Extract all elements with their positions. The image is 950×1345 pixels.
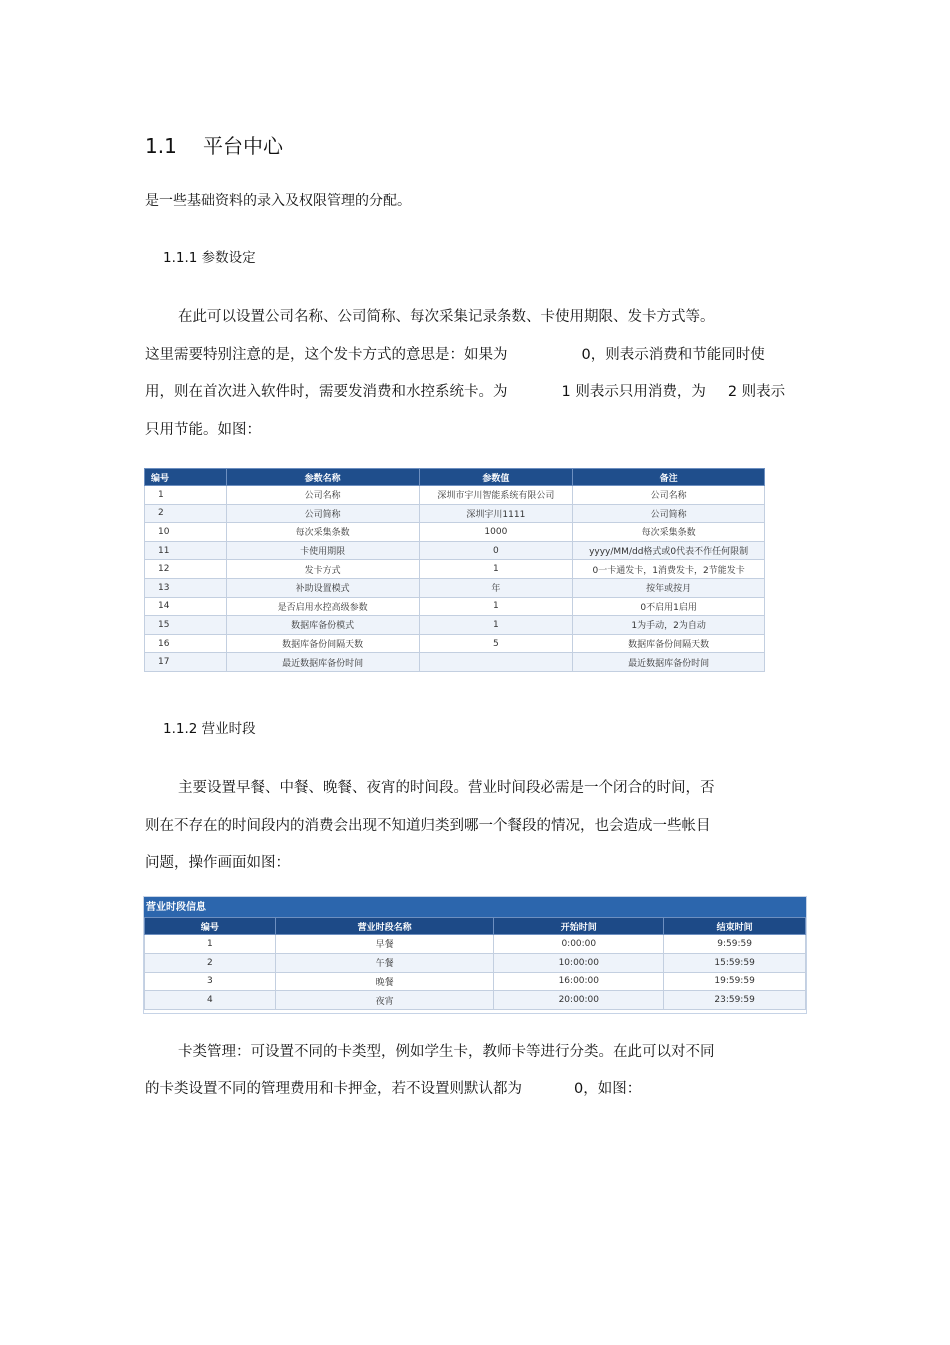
params-table: [144, 468, 765, 672]
params-paragraph-line-4: 只用节能。如图：: [145, 422, 261, 438]
params-table-header: [145, 469, 765, 486]
col-header-start-time: 开始时间: [494, 918, 664, 935]
panel-title: 营业时段信息: [144, 897, 806, 917]
business-hours-table: [144, 917, 806, 1010]
card-type-paragraph-line-1: 卡类管理：可设置不同的卡类型，例如学生卡，教师卡等进行分类。在此可以对不同: [178, 1044, 715, 1060]
hours-table-header: [145, 918, 806, 935]
table-row[interactable]: 11 卡使用期限 0 yyyy/MM/dd格式或0代表不作任何限制: [145, 541, 765, 560]
col-header-remark: 备注: [573, 469, 765, 486]
table-row[interactable]: 15 数据库备份模式 1 1为手动，2为自动: [145, 616, 765, 635]
hours-paragraph-line-3: 问题，操作画面如图：: [145, 855, 290, 871]
params-paragraph-line-3: 用，则在首次进入软件时，需要发消费和水控系统卡。为 1 则表示只用消费，为 2 则表示: [145, 384, 786, 400]
col-header-param-value: 参数值: [419, 469, 573, 486]
col-header-id: 编号: [145, 469, 227, 486]
params-paragraph-line-2: 这里需要特别注意的是，这个发卡方式的意思是：如果为 0，则表示消费和节能同时使: [145, 347, 765, 363]
card-type-paragraph-line-2: 的卡类设置不同的管理费用和卡押金，若不设置则默认都为 0，如图：: [145, 1081, 642, 1097]
table-row[interactable]: 1 早餐 0:00:00 9:59:59: [145, 935, 806, 954]
table-row[interactable]: 14 是否启用水控高级参数 1 0不启用1启用: [145, 597, 765, 616]
table-row[interactable]: 4 夜宵 20:00:00 23:59:59: [145, 991, 806, 1010]
params-paragraph-line-1: 在此可以设置公司名称、公司简称、每次采集记录条数、卡使用期限、发卡方式等。: [178, 309, 715, 325]
table-row[interactable]: 3 晚餐 16:00:00 19:59:59: [145, 972, 806, 991]
subsection-heading-params: 1.1.1 参数设定: [163, 250, 256, 266]
table-row[interactable]: 1 公司名称 深圳市宇川智能系统有限公司 公司名称: [145, 486, 765, 505]
business-hours-panel: [143, 896, 807, 1014]
table-row[interactable]: 2 午餐 10:00:00 15:59:59: [145, 953, 806, 972]
col-header-id: 编号: [145, 918, 276, 935]
table-row[interactable]: 10 每次采集条数 1000 每次采集条数: [145, 523, 765, 542]
table-row[interactable]: 12 发卡方式 1 0一卡通发卡，1消费发卡，2节能发卡: [145, 560, 765, 579]
subsection-heading-business-hours: 1.1.2 营业时段: [163, 721, 256, 737]
col-header-param-name: 参数名称: [226, 469, 419, 486]
hours-paragraph-line-2: 则在不存在的时间段内的消费会出现不知道归类到哪一个餐段的情况，也会造成一些帐目: [145, 818, 711, 834]
section-title: 平台中心: [203, 134, 283, 158]
section-number: 1.1: [145, 134, 177, 158]
col-header-end-time: 结束时间: [664, 918, 806, 935]
table-row[interactable]: 17 最近数据库备份时间 最近数据库备份时间: [145, 653, 765, 672]
col-header-period-name: 营业时段名称: [275, 918, 494, 935]
table-row[interactable]: 13 补助设置模式 年 按年或按月: [145, 578, 765, 597]
table-row[interactable]: 16 数据库备份间隔天数 5 数据库备份间隔天数: [145, 634, 765, 653]
hours-paragraph-line-1: 主要设置早餐、中餐、晚餐、夜宵的时间段。营业时间段必需是一个闭合的时间，否: [178, 780, 715, 796]
section-heading: [145, 130, 283, 159]
table-row[interactable]: 2 公司简称 深圳宇川1111 公司简称: [145, 504, 765, 523]
intro-text: 是一些基础资料的录入及权限管理的分配。: [145, 193, 411, 209]
